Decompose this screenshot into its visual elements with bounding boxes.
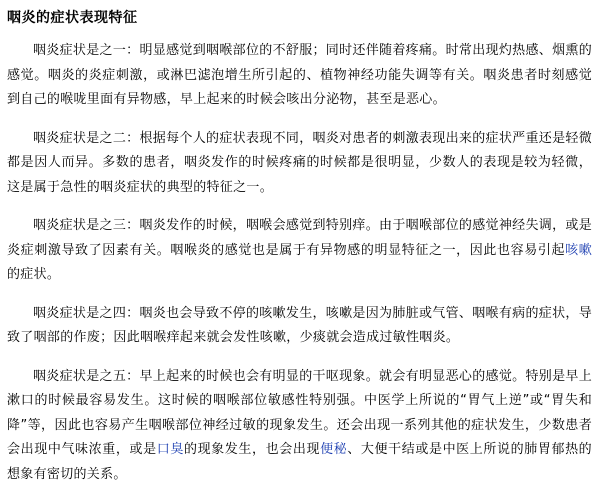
paragraph-text: 咽炎症状是之三：咽炎发作的时候，咽喉会感觉到特别痒。由于咽喉部位的感觉神经失调，或是炎症刺激导致了因素有关。咽喉炎的感觉也是属于有异物感的明显特征之一，因此也容易引起 (7, 218, 592, 258)
link-constipation[interactable]: 便秘 (320, 442, 347, 457)
paragraph-2 (7, 127, 592, 201)
link-cough[interactable]: 咳嗽 (565, 243, 592, 258)
paragraph-text: 的症状。 (7, 267, 60, 282)
paragraph-5 (7, 365, 592, 487)
paragraph-4 (7, 302, 592, 351)
paragraph-text: 咽炎症状是之一：明显感觉到咽喉部位的不舒服；同时还伴随着疼痛。时常出现灼热感、烟熏的感觉。咽炎的炎症刺激，或淋巴滤泡增生所引起的、植物神经功能失调等有关。咽炎患者时刻感觉到自己的喉咙里面有异物感，早上起来的时候会咳出分泌物，甚至是恶心。 (7, 43, 592, 107)
link-bad-breath[interactable]: 口臭 (157, 442, 184, 457)
paragraph-text: 、大便干结或是中医上所说的肺胃郁热的想象有密切的关系。 (7, 442, 592, 482)
paragraph-3 (7, 214, 592, 288)
paragraph-text: 咽炎症状是之二：根据每个人的症状表现不同，咽炎对患者的刺激表现出来的症状严重还是轻微都是因人而异。多数的患者，咽炎发作的时候疼痛的时候都是很明显，少数人的表现是较为轻微，这是属于急性的咽炎症状的典型的特征之一。 (7, 131, 592, 195)
paragraph-1 (7, 39, 592, 113)
article-title: 咽炎的症状表现特征 (7, 9, 599, 27)
paragraph-text: 咽炎症状是之四：咽炎也会导致不停的咳嗽发生，咳嗽是因为肺脏或气管、咽喉有病的症状，导致了咽部的作废；因此咽喉痒起来就会发性咳嗽，少痰就会造成过敏性咽炎。 (7, 306, 592, 346)
paragraph-text: 咽炎症状是之五：早上起来的时候也会有明显的干呕现象。就会有明显恶心的感觉。特别是早上漱口的时候最容易发生。这时候的咽喉部位敏感性特别强。中医学上所说的“胃气上逆”或“胃失和降”等，因此也容易产生咽喉部位神经过敏的现象发生。还会出现一系列其他的症状发生，少数患者会出现中气味浓重，或是 (7, 369, 592, 458)
paragraph-text: 的现象发生，也会出现 (184, 442, 320, 457)
